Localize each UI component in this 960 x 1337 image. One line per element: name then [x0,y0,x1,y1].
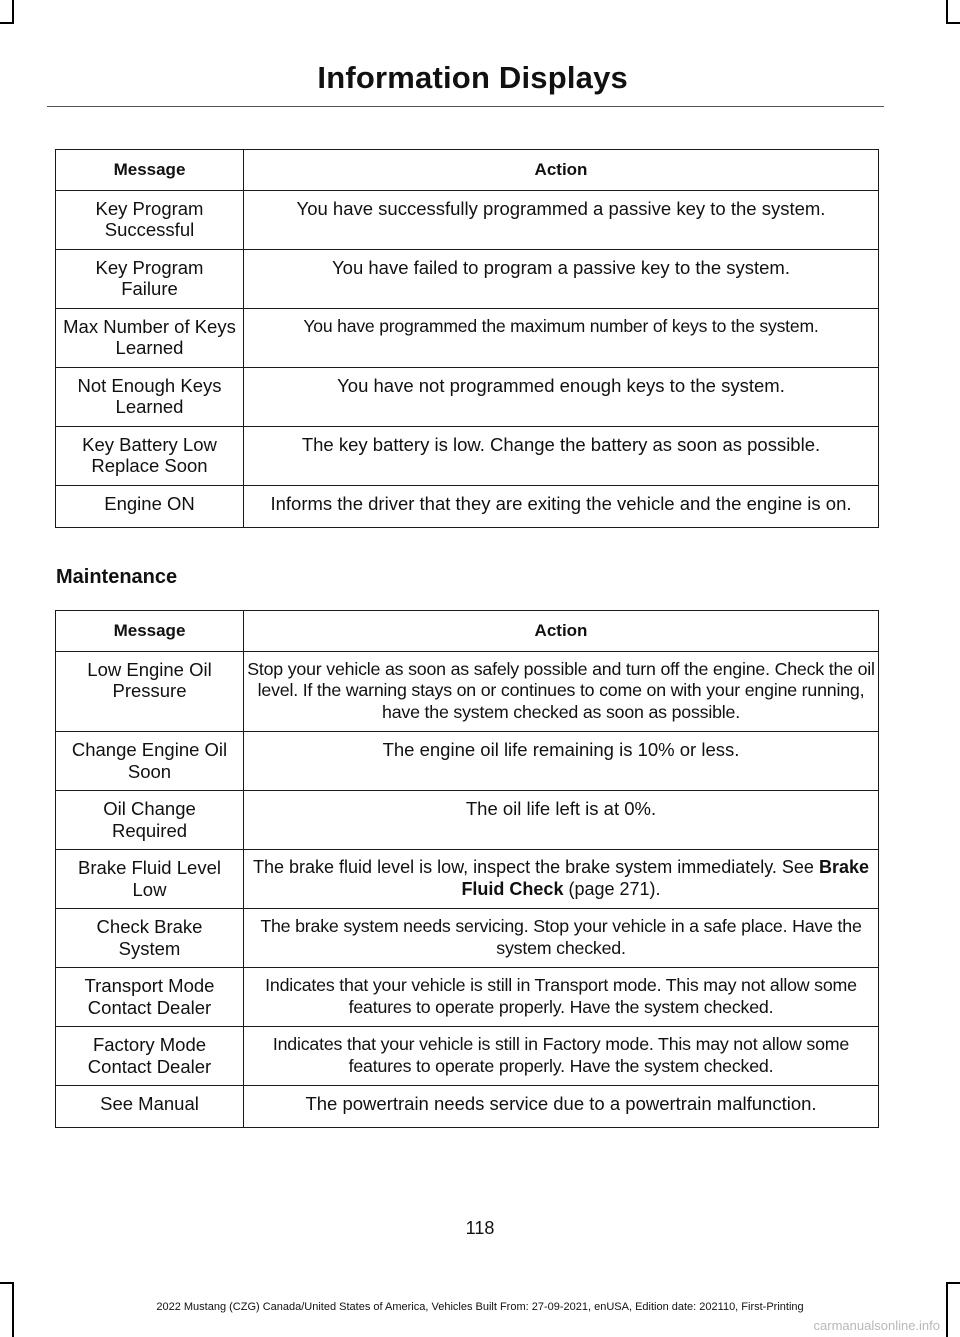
action-cell: You have programmed the maximum number of keys to the system. [244,308,879,367]
message-cell: Check Brake System [56,909,244,968]
table-row [56,1086,879,1128]
maintenance-messages-table [55,610,879,1128]
table-row [56,1027,879,1086]
table-row [56,909,879,968]
action-cell: The oil life left is at 0%. [244,791,879,850]
action-cell: You have failed to program a passive key to the system. [244,249,879,308]
message-cell: Factory Mode Contact Dealer [56,1027,244,1086]
brake-fluid-check-link[interactable]: Brake Fluid Check [461,857,869,899]
message-cell: Not Enough Keys Learned [56,367,244,426]
column-header-action: Action [244,611,879,652]
table-row [56,249,879,308]
message-cell: Engine ON [56,485,244,527]
column-header-message: Message [56,150,244,191]
page-title: Information Displays [317,60,628,95]
action-cell [244,850,879,909]
message-cell: Brake Fluid Level Low [56,850,244,909]
column-header-message: Message [56,611,244,652]
message-cell: Oil Change Required [56,791,244,850]
message-cell: Key Program Successful [56,190,244,249]
page-reference: (page 271). [568,878,661,899]
see-prefix: See [781,857,814,877]
action-cell: Indicates that your vehicle is still in Transport mode. This may not allow some features to operate properly. Have the system checked. [244,968,879,1027]
action-cell: Informs the driver that they are exiting the vehicle and the engine is on. [244,485,879,527]
crop-mark-top-right-v [946,0,948,22]
key-messages-table [55,149,879,528]
column-header-action: Action [244,150,879,191]
crop-mark-bottom-left-h [0,1282,14,1284]
watermark: carmanualsonline.info [813,1318,940,1333]
action-cell: You have successfully programmed a passive key to the system. [244,190,879,249]
message-cell: Key Program Failure [56,249,244,308]
table-row [56,308,879,367]
action-cell: Stop your vehicle as soon as safely possible and turn off the engine. Check the oil level. If the warning stays on or continues to come on with your engine running, have the system checked as soon as possible. [244,651,879,732]
table-row [56,968,879,1027]
table-row [56,850,879,909]
section-heading-maintenance: Maintenance [56,566,178,588]
action-text: The brake fluid level is low, inspect the brake system immediately. [253,857,777,877]
message-cell: Max Number of Keys Learned [56,308,244,367]
crop-mark-top-left-v [12,0,14,22]
table-row [56,651,879,732]
table-row [56,426,879,485]
action-cell: The engine oil life remaining is 10% or less. [244,732,879,791]
page-number: 118 [465,1218,495,1238]
table-row [56,367,879,426]
message-cell: Transport Mode Contact Dealer [56,968,244,1027]
title-divider [47,106,884,107]
crop-mark-top-left-h [0,22,14,24]
table-row [56,190,879,249]
message-cell: See Manual [56,1086,244,1128]
action-cell: The powertrain needs service due to a powertrain malfunction. [244,1086,879,1128]
message-cell: Change Engine Oil Soon [56,732,244,791]
message-cell: Key Battery Low Replace Soon [56,426,244,485]
footer-edition-info: 2022 Mustang (CZG) Canada/United States of America, Vehicles Built From: 27-09-2021, enUSA, Edition date: 202110, First-Printing [156,1301,804,1313]
table-row [56,485,879,527]
crop-mark-bottom-right-h [946,1282,960,1284]
table-header-row [56,150,879,191]
action-cell: The key battery is low. Change the battery as soon as possible. [244,426,879,485]
message-cell: Low Engine Oil Pressure [56,651,244,732]
table-row [56,732,879,791]
table-row [56,791,879,850]
action-cell: Indicates that your vehicle is still in Factory mode. This may not allow some features to operate properly. Have the system checked. [244,1027,879,1086]
action-cell: The brake system needs servicing. Stop your vehicle in a safe place. Have the system checked. [244,909,879,968]
crop-mark-top-right-h [946,22,960,24]
action-cell: You have not programmed enough keys to the system. [244,367,879,426]
table-header-row [56,611,879,652]
